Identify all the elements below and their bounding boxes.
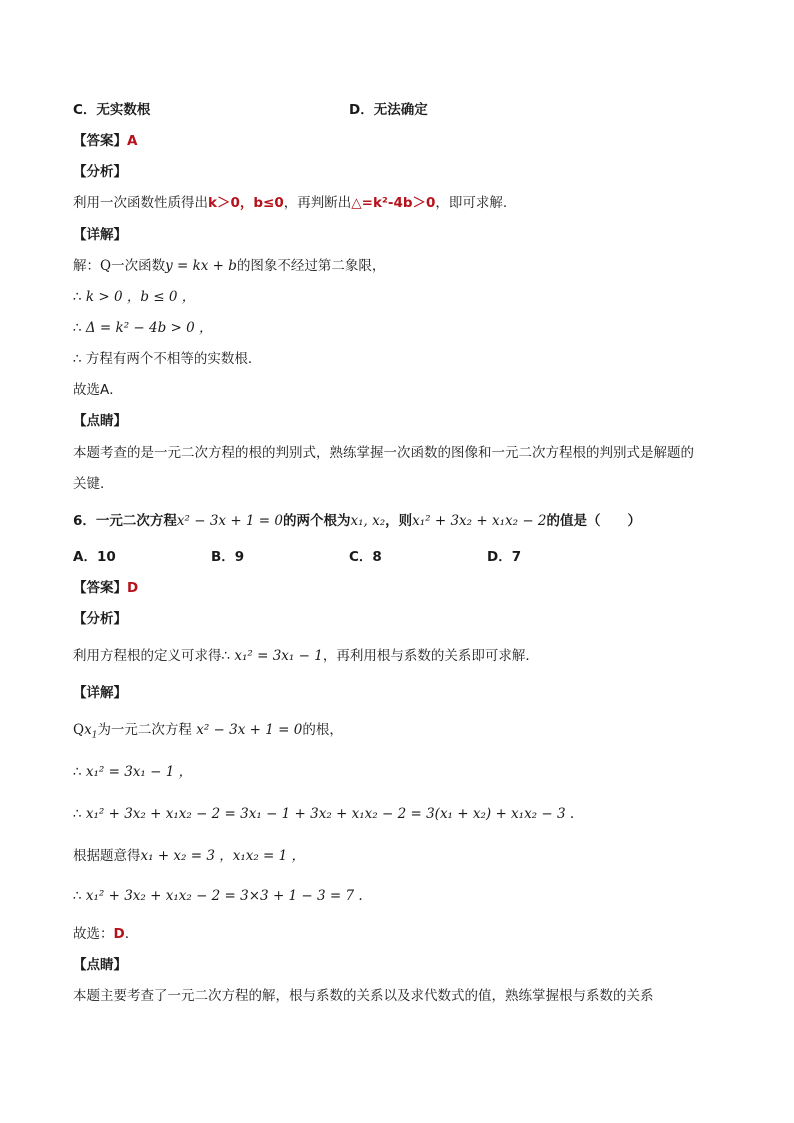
q6-detail-line-3 xyxy=(73,804,574,824)
q5-option-c: C．无实数根 xyxy=(73,102,151,118)
question-expression: x₁² + 3x₂ + x₁x₂ − 2 xyxy=(412,513,547,529)
q6-answer xyxy=(73,578,138,598)
detail-prefix: 解： xyxy=(73,258,100,274)
q5-detail-line-2 xyxy=(73,287,195,307)
q6-option-c: C．8 xyxy=(349,549,382,565)
q5-detail-line-3 xyxy=(73,318,213,338)
q5-analysis-label: 【分析】 xyxy=(73,164,127,180)
analysis-discriminant: △=k²-4b＞0 xyxy=(351,195,436,211)
q6-analysis-text xyxy=(73,646,539,666)
detail-suffix: 的图象不经过第二象限， xyxy=(236,258,386,274)
question-mid2: ，则 xyxy=(385,513,413,529)
detail-eq: x₁ + x₂ = 3 ，x₁x₂ = 1 ， xyxy=(140,848,306,864)
analysis-prefix: 利用一次函数性质得出 xyxy=(73,195,208,211)
question-equation: x² − 3x + 1 = 0 xyxy=(176,513,283,529)
therefore-symbol: ∴ xyxy=(221,648,231,664)
q6-option-a: A．10 xyxy=(73,549,116,565)
q5-answer xyxy=(73,131,137,151)
analysis-suffix: ，即可求解. xyxy=(435,195,508,211)
analysis-condition: k＞0，b≤0 xyxy=(208,195,284,211)
analysis-suffix: ，再利用根与系数的关系即可求解． xyxy=(322,648,539,664)
q5-analysis-text xyxy=(73,193,507,213)
therefore-symbol: ∴ xyxy=(73,289,82,305)
q5-comment-label: 【点睛】 xyxy=(73,413,127,429)
detail-text: 一次函数 xyxy=(111,258,166,274)
q5-detail-line-5: 故选A． xyxy=(73,382,123,398)
analysis-mid: ，再判断出 xyxy=(283,195,352,211)
therefore-symbol: ∴ xyxy=(73,806,82,822)
analysis-prefix: 利用方程根的定义可求得 xyxy=(73,648,222,664)
q6-comment-label: 【点睛】 xyxy=(73,957,127,973)
q6-detail-line-6: 故选：D. xyxy=(73,926,130,942)
q6-detail-label: 【详解】 xyxy=(73,685,127,701)
detail-text: 方程有两个不相等的实数根． xyxy=(85,351,262,367)
therefore-symbol: ∴ xyxy=(73,888,82,904)
q5-comment-line-2: 关键. xyxy=(73,476,105,492)
detail-text: 为一元二次方程 xyxy=(97,722,192,738)
q5-detail-line-1 xyxy=(73,256,385,276)
linear-function-eq: y = kx + b xyxy=(165,258,237,274)
q6-option-d: D．7 xyxy=(487,549,522,565)
therefore-symbol: ∴ xyxy=(73,764,82,780)
therefore-symbol: ∴ xyxy=(73,351,82,367)
q6-comment-line-1: 本题主要考查了一元二次方程的解，根与系数的关系以及求代数式的值，熟练掌握根与系数的关系 xyxy=(73,988,654,1004)
q6-analysis-label: 【分析】 xyxy=(73,611,127,627)
q6-question xyxy=(73,511,641,531)
because-symbol: Q xyxy=(100,258,112,274)
q6-detail-line-5 xyxy=(73,886,363,906)
detail-prefix: 根据题意得 xyxy=(73,848,141,864)
q5-option-d: D．无法确定 xyxy=(349,102,428,118)
q5-detail-label: 【详解】 xyxy=(73,227,127,243)
q6-option-b: B．9 xyxy=(211,549,245,565)
analysis-eq: x₁² = 3x₁ − 1 xyxy=(234,648,323,664)
answer-value: A xyxy=(127,133,138,149)
q6-detail-line-2 xyxy=(73,762,192,782)
question-suffix: 的值是（ ） xyxy=(546,513,642,529)
because-symbol: Q xyxy=(73,722,85,738)
detail-eq: x₁² + 3x₂ + x₁x₂ − 2 = 3×3 + 1 − 3 = 7 . xyxy=(85,888,363,904)
answer-value: D xyxy=(127,580,139,596)
answer-label: 【答案】 xyxy=(73,580,127,596)
detail-eq: Δ = k² − 4b > 0 ， xyxy=(85,320,213,336)
q6-detail-line-1: $Qx_1$为一元二次方程 x² − 3x + 1 = 0的根， xyxy=(73,722,343,741)
detail-eq: k > 0 ，b ≤ 0 ， xyxy=(85,289,196,305)
detail-eq: x₁² = 3x₁ − 1 ， xyxy=(85,764,193,780)
q5-detail-line-4 xyxy=(73,349,261,369)
answer-label: 【答案】 xyxy=(73,133,127,149)
question-mid: 的两个根为 xyxy=(283,513,351,529)
question-roots: x₁, x₂ xyxy=(350,513,386,529)
therefore-symbol: ∴ xyxy=(73,320,82,336)
detail-eq: x₁² + 3x₂ + x₁x₂ − 2 = 3x₁ − 1 + 3x₂ + x₁x₂ − 2 = 3(x₁ + x₂) + x₁x₂ − 3 . xyxy=(85,806,575,822)
detail-suffix: 的根， xyxy=(302,722,343,738)
q5-comment-line-1: 本题考查的是一元二次方程的根的判别式，熟练掌握一次函数的图像和一元二次方程根的判别式是解题的 xyxy=(73,445,694,461)
question-prefix: 6．一元二次方程 xyxy=(73,513,177,529)
q6-detail-line-4 xyxy=(73,846,305,866)
detail-eq: x² − 3x + 1 = 0 xyxy=(196,722,303,738)
